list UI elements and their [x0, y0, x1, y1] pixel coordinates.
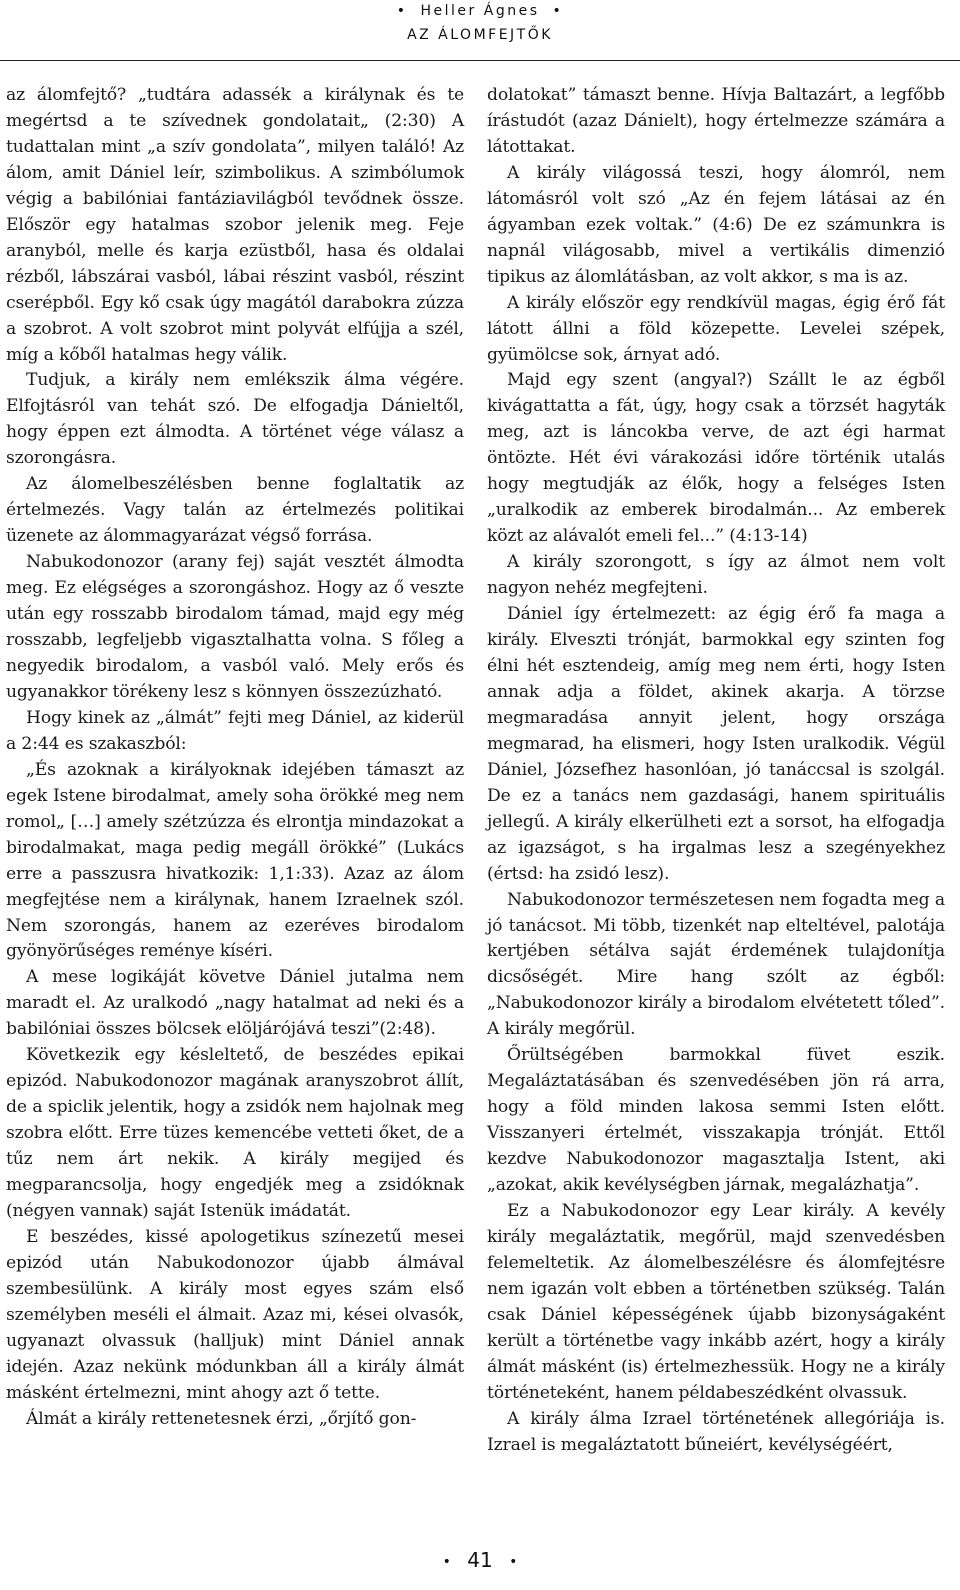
- footer-bullet-right: •: [509, 1553, 518, 1570]
- paragraph: Ez a Nabukodonozor egy Lear király. A kevély király megaláztatik, megőrül, majd szenvedésben felemeltetik. Az álomelbeszélésre és álomfejtésre nem igazán volt ebben a történetben szükség. Talán csak Dániel képességének újabb bizonyságaként került a történetbe vagy inkább azért, hogy a király álmát másként (is) értelmezhessük. Hogy ne a király történeteként, hanem példabeszédként olvassuk.: [487, 1200, 945, 1403]
- paragraph: Majd egy szent (angyal?) Szállt le az égből kivágattatta a fát, úgy, hogy csak a törzsét hagyták meg, azt is láncokba verve, de azt égi harmat öntözte. Hét évi várakozási időre történik utalás hogy megtudják az élők, hogy a felséges Isten „uralkodik az emberek birodalmán... Az emberek közt az alávalót emeli fel...” (4:13-14): [487, 370, 945, 547]
- page-footer: [0, 1548, 960, 1572]
- paragraph: az álomfejtő? „tudtára adassék a királynak és te megértsd a te szívednek gondolatait„ (2:30) A tudattalan mint „a szív gondolata”, milyen találó! Az álom, amit Dániel leír, szimbolikus. A szimbólumok végig a babilóniai fantáziavilágból tevődnek össze. Először egy hatalmas szobor jelenik meg. Feje aranyból, melle és karja ezüstből, hasa és oldalai rézből, lábszárai vasból, lábai részint vasból, részint cserépből. Egy kő csak úgy magától darabokra zúzza a szobrot. A volt szobrot mint polyvát elfújja a szél, míg a kőből hatalmas hegy válik.: [6, 85, 464, 365]
- header-bullet-right: •: [552, 3, 564, 19]
- header-author-line: [0, 3, 960, 19]
- paragraph: A király álma Izrael történetének allegóriája is. Izrael is megaláztatott bűneiért, kevélységéért,: [487, 1408, 945, 1455]
- quote-paragraph: „És azoknak a királyoknak idejében támaszt az egek Istene birodalmat, amely soha örökké meg nem romol„ […] amely szétzúzza és elrontja mindazokat a birodalmakat, maga pedig megáll örökké” (Lukács erre a passzusra hivatkozik: 1,1:33). Azaz az álom megfejtése nem a királynak, hanem Izraelnek szól. Nem szorongás, hanem az ezeréves birodalom gyönyörűséges reménye kíséri.: [6, 759, 464, 962]
- paragraph: Következik egy késleltető, de beszédes epikai epizód. Nabukodonozor magának aranyszobrot állít, de a spiclik jelentik, hogy a zsidók nem hajolnak meg szobra előtt. Erre tüzes kemencébe vetteti őket, de a tűz nem árt nekik. A király megijed és megparancsolja, hogy engedjék meg a zsidóknak (négyen vannak) saját Istenük imádatát.: [6, 1045, 464, 1221]
- paragraph: Őrültségében barmokkal füvet eszik. Megaláztatásában és szenvedésében jön rá arra, hogy a föld minden lakosa semmi Isten előtt. Visszanyeri értelmét, visszakapja trónját. Ettől kezdve Nabukodonozor magasztalja Istent, aki „azokat, akik kevélységben járnak, megalázhatja”.: [487, 1045, 945, 1196]
- paragraph: A király szorongott, s így az álmot nem volt nagyon nehéz megfejteni.: [487, 552, 945, 599]
- paragraph: Dániel így értelmezett: az égig érő fa maga a király. Elveszti trónját, barmokkal egy szinten fog élni hét esztendeig, amíg meg nem érti, hogy Isten annak adja a földet, akinek akarja. A törzse megmaradása annyit jelent, hogy országa megmarad, ha elismeri, hogy Isten uralkodik. Végül Dániel, Józsefhez hasonlóan, jó tanáccsal is szolgál. De ez a tanács nem gazdasági, hanem spirituális jellegű. A király elkerülheti ezt a sorsot, ha elfogadja az igazságot, s ha irgalmas lesz a szegényekhez (értsd: ha zsidó lesz).: [487, 604, 945, 884]
- paragraph: A király világossá teszi, hogy álomról, nem látomásról volt szó „Az én fejem látásai az én ágyamban ezek voltak.” (4:6) De ez számunkra is napnál világosabb, mivel a vertikális dimenzió tipikus az álomlátásban, az volt akkor, s ma is az.: [487, 162, 945, 287]
- paragraph: E beszédes, kissé apologetikus színezetű mesei epizód után Nabukodonozor újabb álmával szembesülünk. A király most egyes szám első személyben meséli el álmait. Azaz mi, kései olvasók, ugyanazt olvassuk (halljuk) mint Dániel annak idején. Azaz nekünk módunkban áll a király álmát másként értelmezni, mint ahogy azt ő tette.: [6, 1226, 464, 1403]
- header-rule: [0, 60, 960, 61]
- paragraph: Álmát a király rettenetesnek érzi, „őrjítő gon-: [26, 1408, 417, 1429]
- paragraph: Az álomelbeszélésben benne foglaltatik az értelmezés. Vagy talán az értelmezés politikai üzenete az álommagyarázat végső forrása.: [6, 474, 464, 547]
- page-number: 41: [467, 1548, 493, 1572]
- header-author: Heller Ágnes: [420, 3, 540, 19]
- header-bullet-left: •: [396, 3, 408, 19]
- paragraph: Hogy kinek az „álmát” fejti meg Dániel, az kiderül a 2:44 es szakaszból:: [6, 707, 464, 754]
- paragraph: Tudjuk, a király nem emlékszik álma végére. Elfojtásról van tehát szó. De elfogadja Dánieltől, hogy éppen ezt álmodta. A történet vége válasz a szorongásra.: [6, 370, 464, 469]
- paragraph: Nabukodonozor (arany fej) saját vesztét álmodta meg. Ez elégséges a szorongáshoz. Hogy az ő veszte után egy rosszabb birodalom támad, majd egy még rosszabb, legfeljebb vigasztalhatta volna. S főleg a negyedik birodalom, a vasból való. Mely erős és ugyanakkor törékeny lesz s könnyen összezúzható.: [6, 552, 464, 702]
- paragraph: A király először egy rendkívül magas, égig érő fát látott állni a föld közepette. Levelei szépek, gyümölcse sok, árnyat adó.: [487, 292, 945, 365]
- left-column: [6, 83, 464, 1433]
- paragraph: dolatokat” támaszt benne. Hívja Baltazárt, a legfőbb írástudót (azaz Dánielt), hogy értelmezze számára a látottakat.: [487, 85, 945, 157]
- paragraph: Nabukodonozor természetesen nem fogadta meg a jó tanácsot. Mi több, tizenkét nap elteltével, palotája kertjében sétálva saját érdemének tulajdonítja dicsőségét. Mire hang szólt az égből: „Nabukodonozor király a birodalom elvétetett tőled”. A király megőrül.: [487, 889, 945, 1040]
- right-column: [487, 83, 945, 1459]
- paragraph: A mese logikáját követve Dániel jutalma nem maradt el. Az uralkodó „nagy hatalmat ad neki és a babilóniai összes bölcsek elöljárójává teszi”(2:48).: [6, 967, 464, 1040]
- header-title: AZ ÁLOMFEJTŐK: [407, 27, 553, 43]
- footer-bullet-left: •: [442, 1553, 451, 1570]
